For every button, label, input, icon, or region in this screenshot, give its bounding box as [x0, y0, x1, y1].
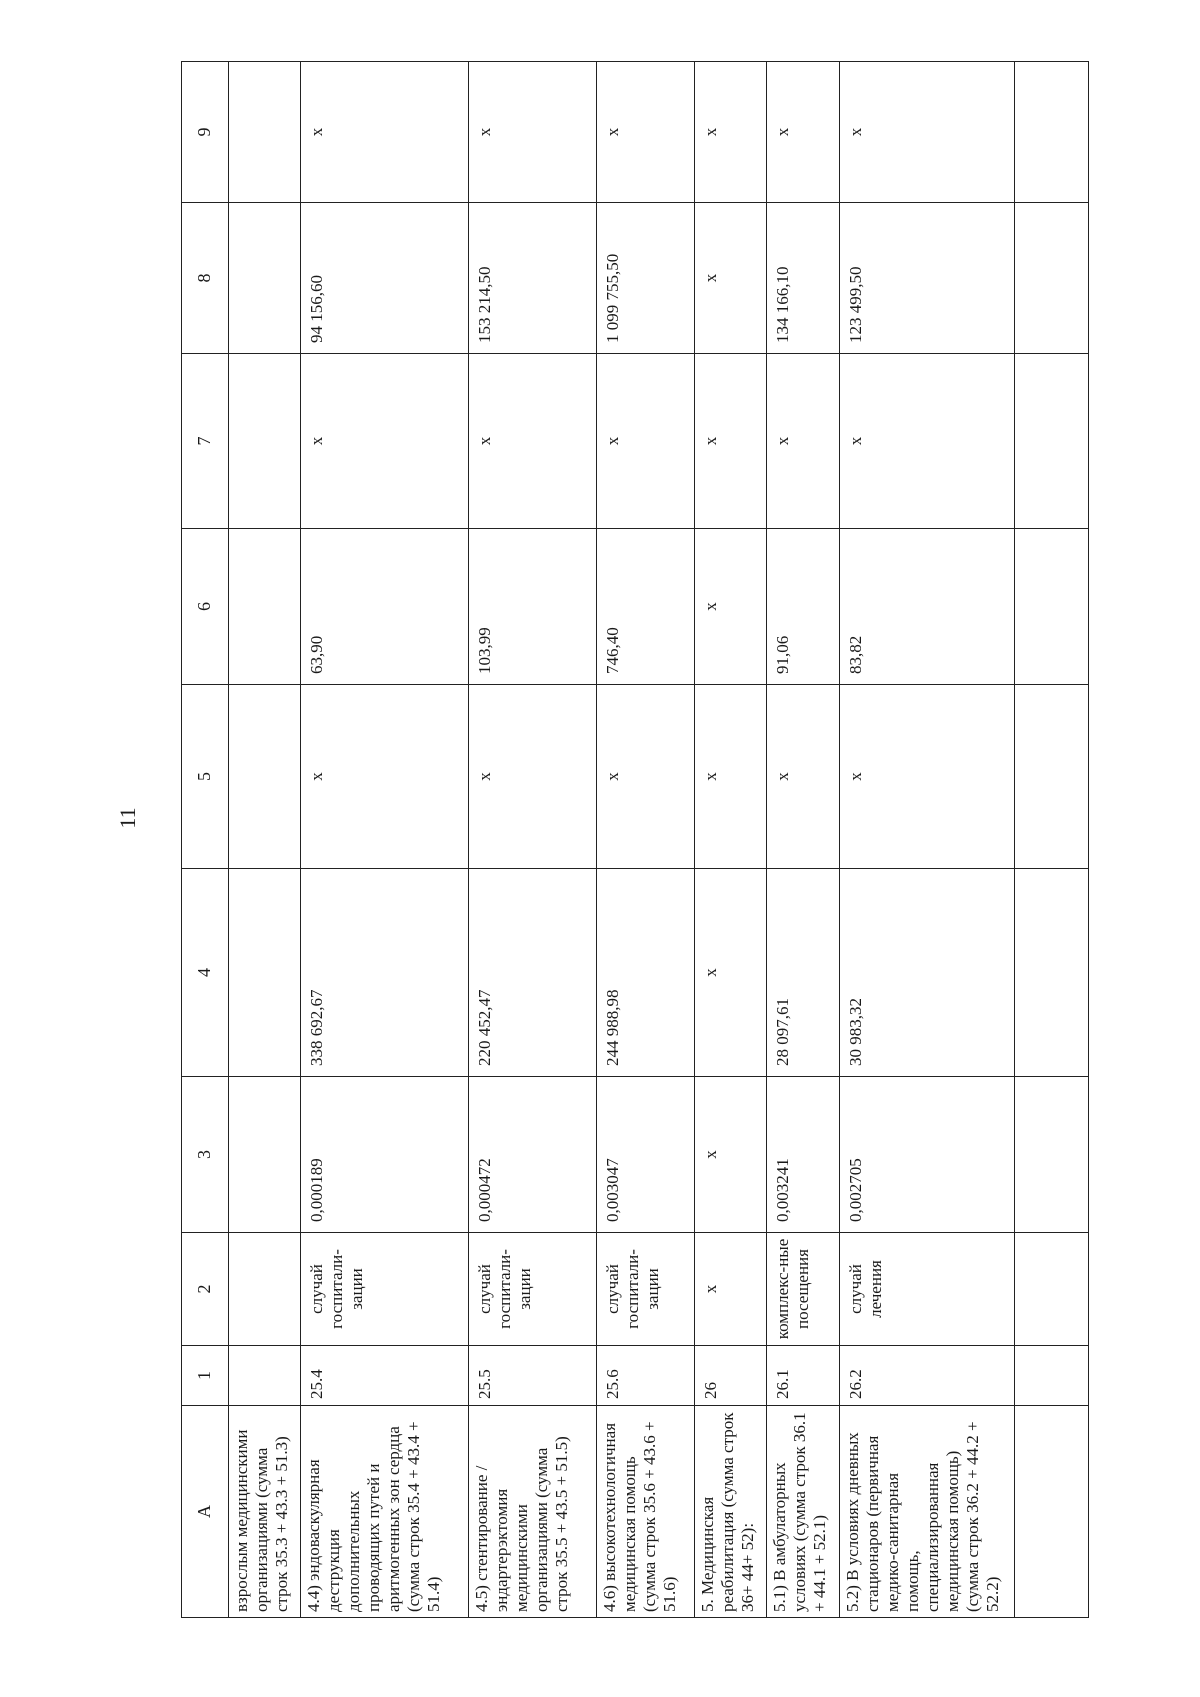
- value-cell: 123 499,50: [840, 203, 1015, 354]
- row-description: взрослым медицинскими организациями (сумма строк 35.3 + 43.3 + 51.3): [229, 1406, 301, 1618]
- value-cell: х: [597, 685, 695, 869]
- value-cell: [229, 1077, 301, 1233]
- value-cell: х: [301, 685, 469, 869]
- empty-cell: [1015, 62, 1089, 203]
- table-row: [695, 62, 767, 1618]
- value-cell: х: [301, 354, 469, 529]
- row-code: 25.6: [597, 1346, 695, 1406]
- table-row: [229, 62, 301, 1618]
- value-cell: [229, 869, 301, 1077]
- empty-cell: [1015, 354, 1089, 529]
- row-description: 5.1) В амбулаторных условиях (сумма строк 36.1 + 44.1 + 52.1): [767, 1406, 840, 1618]
- column-header: 3: [182, 1077, 229, 1233]
- value-cell: 103,99: [469, 529, 597, 685]
- value-cell: 0,000189: [301, 1077, 469, 1233]
- unit-cell: комплекс-ные посещения: [767, 1233, 840, 1346]
- value-cell: х: [597, 354, 695, 529]
- row-description: 4.6) высокотехнологичная медицинская помощь (сумма строк 35.6 + 43.6 + 51.6): [597, 1406, 695, 1618]
- value-cell: х: [840, 354, 1015, 529]
- value-cell: 94 156,60: [301, 203, 469, 354]
- value-cell: 0,002705: [840, 1077, 1015, 1233]
- empty-cell: [1015, 1233, 1089, 1346]
- value-cell: [229, 203, 301, 354]
- page-number: 11: [115, 807, 140, 829]
- value-cell: х: [767, 685, 840, 869]
- empty-cell: [1015, 869, 1089, 1077]
- value-cell: 746,40: [597, 529, 695, 685]
- value-cell: 244 988,98: [597, 869, 695, 1077]
- value-cell: х: [840, 62, 1015, 203]
- unit-cell: случай госпитали-зации: [597, 1233, 695, 1346]
- table-row: [767, 62, 840, 1618]
- value-cell: [229, 529, 301, 685]
- value-cell: х: [695, 354, 767, 529]
- value-cell: 63,90: [301, 529, 469, 685]
- value-cell: 338 692,67: [301, 869, 469, 1077]
- row-code: 26.2: [840, 1346, 1015, 1406]
- row-description: 5.2) В условиях дневных стационаров (первичная медико-санитарная помощь, специализированная медицинская помощь) (сумма строк 36.2 + 44.2 + 52.2): [840, 1406, 1015, 1618]
- value-cell: х: [597, 62, 695, 203]
- empty-cell: [1015, 203, 1089, 354]
- row-code: 25.4: [301, 1346, 469, 1406]
- value-cell: х: [840, 685, 1015, 869]
- value-cell: [229, 685, 301, 869]
- value-cell: 0,003241: [767, 1077, 840, 1233]
- unit-cell: случай лечения: [840, 1233, 1015, 1346]
- value-cell: х: [469, 685, 597, 869]
- value-cell: х: [767, 354, 840, 529]
- table-container: [181, 62, 1089, 1618]
- column-header: 5: [182, 685, 229, 869]
- value-cell: х: [695, 62, 767, 203]
- value-cell: х: [695, 529, 767, 685]
- empty-cell: [1015, 1406, 1089, 1618]
- header-row: [182, 62, 229, 1618]
- unit-cell: случай госпитали-зации: [469, 1233, 597, 1346]
- row-description: 4.4) эндоваскулярная деструкция дополнительных проводящих путей и аритмогенных зон сердца (сумма строк 35.4 + 43.4 + 51.4): [301, 1406, 469, 1618]
- column-header: 4: [182, 869, 229, 1077]
- value-cell: х: [469, 62, 597, 203]
- row-description: 4.5) стентирование / эндартерэктомия медицинскими организациями (сумма строк 35.5 + 43.5 + 51.5): [469, 1406, 597, 1618]
- row-code: [229, 1346, 301, 1406]
- value-cell: 83,82: [840, 529, 1015, 685]
- row-description: 5. Медицинская реабилитация (сумма строк 36+ 44+ 52):: [695, 1406, 767, 1618]
- column-header: А: [182, 1406, 229, 1618]
- rotated-table-frame: [181, 62, 1089, 1618]
- empty-cell: [1015, 685, 1089, 869]
- value-cell: х: [695, 203, 767, 354]
- table-row-empty: [1015, 62, 1089, 1618]
- column-header: 2: [182, 1233, 229, 1346]
- row-code: 26.1: [767, 1346, 840, 1406]
- unit-cell: случай госпитали-зации: [301, 1233, 469, 1346]
- value-cell: 30 983,32: [840, 869, 1015, 1077]
- table-row: [469, 62, 597, 1618]
- value-cell: х: [767, 62, 840, 203]
- empty-cell: [1015, 529, 1089, 685]
- value-cell: х: [469, 354, 597, 529]
- empty-cell: [1015, 1077, 1089, 1233]
- column-header: 1: [182, 1346, 229, 1406]
- value-cell: 220 452,47: [469, 869, 597, 1077]
- value-cell: 0,000472: [469, 1077, 597, 1233]
- column-header: 9: [182, 62, 229, 203]
- column-header: 8: [182, 203, 229, 354]
- value-cell: х: [695, 685, 767, 869]
- value-cell: [229, 62, 301, 203]
- value-cell: 153 214,50: [469, 203, 597, 354]
- table-row: [840, 62, 1015, 1618]
- value-cell: х: [695, 869, 767, 1077]
- table-row: [301, 62, 469, 1618]
- row-code: 26: [695, 1346, 767, 1406]
- unit-cell: [229, 1233, 301, 1346]
- value-cell: 1 099 755,50: [597, 203, 695, 354]
- value-cell: 91,06: [767, 529, 840, 685]
- value-cell: х: [695, 1077, 767, 1233]
- value-cell: 28 097,61: [767, 869, 840, 1077]
- column-header: 6: [182, 529, 229, 685]
- table-row: [597, 62, 695, 1618]
- value-cell: [229, 354, 301, 529]
- column-header: 7: [182, 354, 229, 529]
- value-cell: 134 166,10: [767, 203, 840, 354]
- empty-cell: [1015, 1346, 1089, 1406]
- value-cell: 0,003047: [597, 1077, 695, 1233]
- row-code: 25.5: [469, 1346, 597, 1406]
- unit-cell: х: [695, 1233, 767, 1346]
- data-table: [181, 61, 1089, 1618]
- value-cell: х: [301, 62, 469, 203]
